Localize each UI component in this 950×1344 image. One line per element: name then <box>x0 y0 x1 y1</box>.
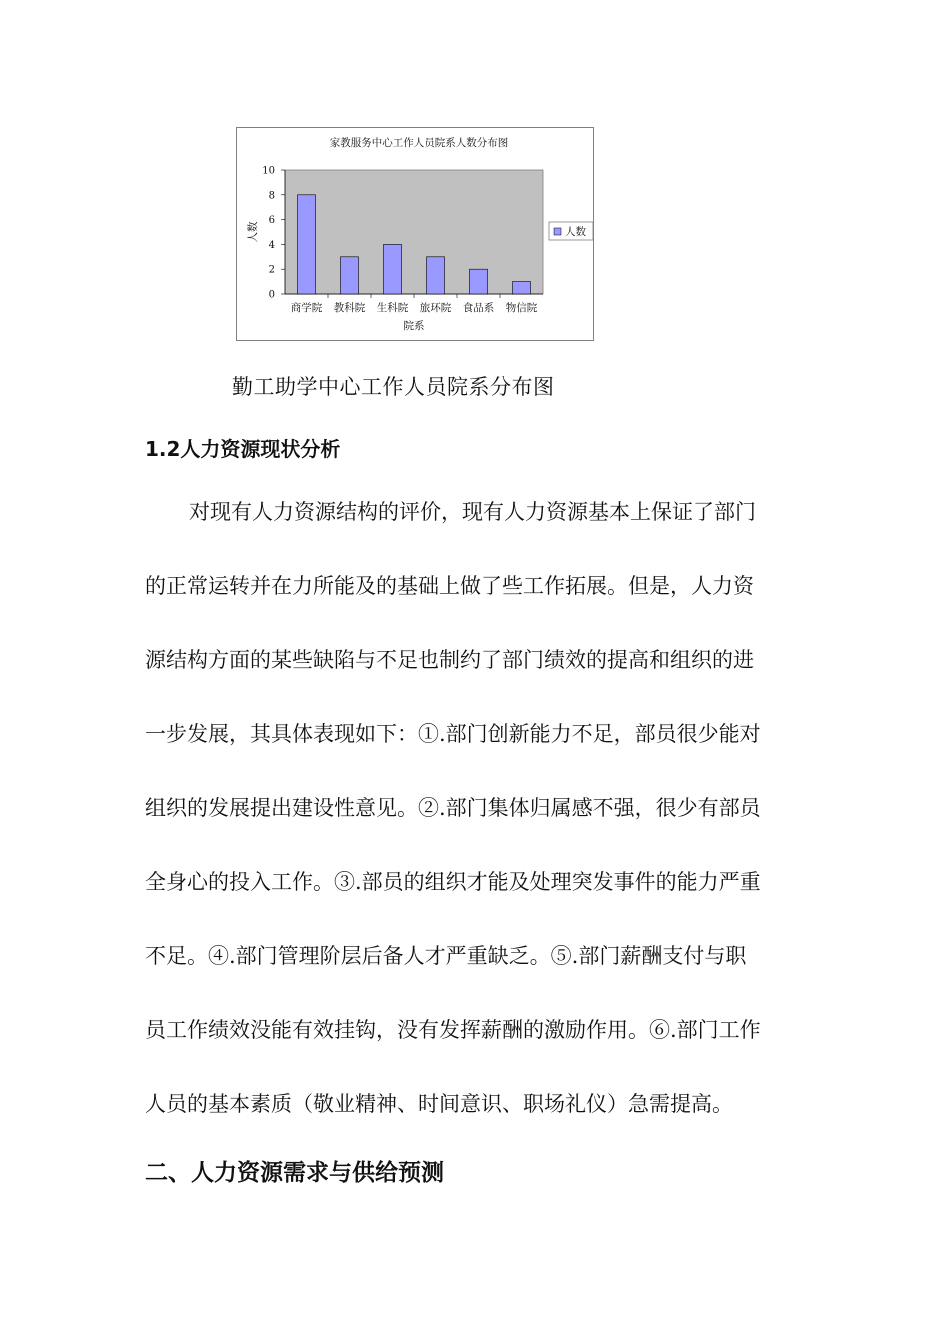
y-tick-label: 8 <box>268 190 275 202</box>
paragraph-line: 不足。④.部门管理阶层后备人才严重缺乏。⑤.部门薪酬支付与职 <box>145 944 747 968</box>
legend-label: 人数 <box>565 226 586 238</box>
paragraph-line: 源结构方面的某些缺陷与不足也制约了部门绩效的提高和组织的进 <box>145 648 754 672</box>
x-tick-label: 旅环院 <box>419 302 452 314</box>
x-tick-label: 物信院 <box>505 302 538 314</box>
paragraph-line: 人员的基本素质（敬业精神、时间意识、职场礼仪）急需提高。 <box>145 1092 733 1116</box>
bar <box>340 257 358 294</box>
bar <box>297 195 315 294</box>
legend-swatch <box>554 228 561 235</box>
body-paragraph <box>145 493 807 1159</box>
paragraph-line: 对现有人力资源结构的评价，现有人力资源基本上保证了部门 <box>189 500 756 524</box>
chart-legend <box>549 222 593 240</box>
bar <box>469 269 487 294</box>
bar <box>512 282 530 294</box>
section-heading: 二、人力资源需求与供给预测 <box>145 1160 444 1186</box>
paragraph-line: 一步发展，其具体表现如下：①.部门创新能力不足，部员很少能对 <box>145 722 761 746</box>
subsection-heading: 1.2人力资源现状分析 <box>145 437 341 461</box>
bar <box>383 244 401 294</box>
y-tick-label: 2 <box>268 264 275 276</box>
y-tick-label: 4 <box>268 239 275 251</box>
y-tick-label: 6 <box>268 215 275 227</box>
paragraph-line: 员工作绩效没能有效挂钩，没有发挥薪酬的激励作用。⑥.部门工作 <box>145 1018 761 1042</box>
paragraph-line: 全身心的投入工作。③.部员的组织才能及处理突发事件的能力严重 <box>145 870 761 894</box>
figure-caption: 勤工助学中心工作人员院系分布图 <box>232 375 555 399</box>
y-tick-label: 10 <box>262 165 275 177</box>
y-axis-label: 人数 <box>247 221 259 243</box>
x-tick-label: 食品系 <box>462 302 495 314</box>
paragraph-line: 组织的发展提出建设性意见。②.部门集体归属感不强，很少有部员 <box>145 796 761 820</box>
bar <box>426 257 444 294</box>
bar-chart <box>236 127 594 341</box>
x-tick-label: 商学院 <box>290 302 323 314</box>
chart-svg <box>237 128 593 340</box>
x-tick-label: 教科院 <box>333 302 366 314</box>
plot-area <box>285 170 543 294</box>
x-axis-label: 院系 <box>403 320 425 332</box>
y-tick-label: 0 <box>268 289 275 301</box>
paragraph-line: 的正常运转并在力所能及的基础上做了些工作拓展。但是，人力资 <box>145 574 754 598</box>
x-tick-label: 生科院 <box>376 302 409 314</box>
chart-title: 家教服务中心工作人员院系人数分布图 <box>329 137 509 149</box>
